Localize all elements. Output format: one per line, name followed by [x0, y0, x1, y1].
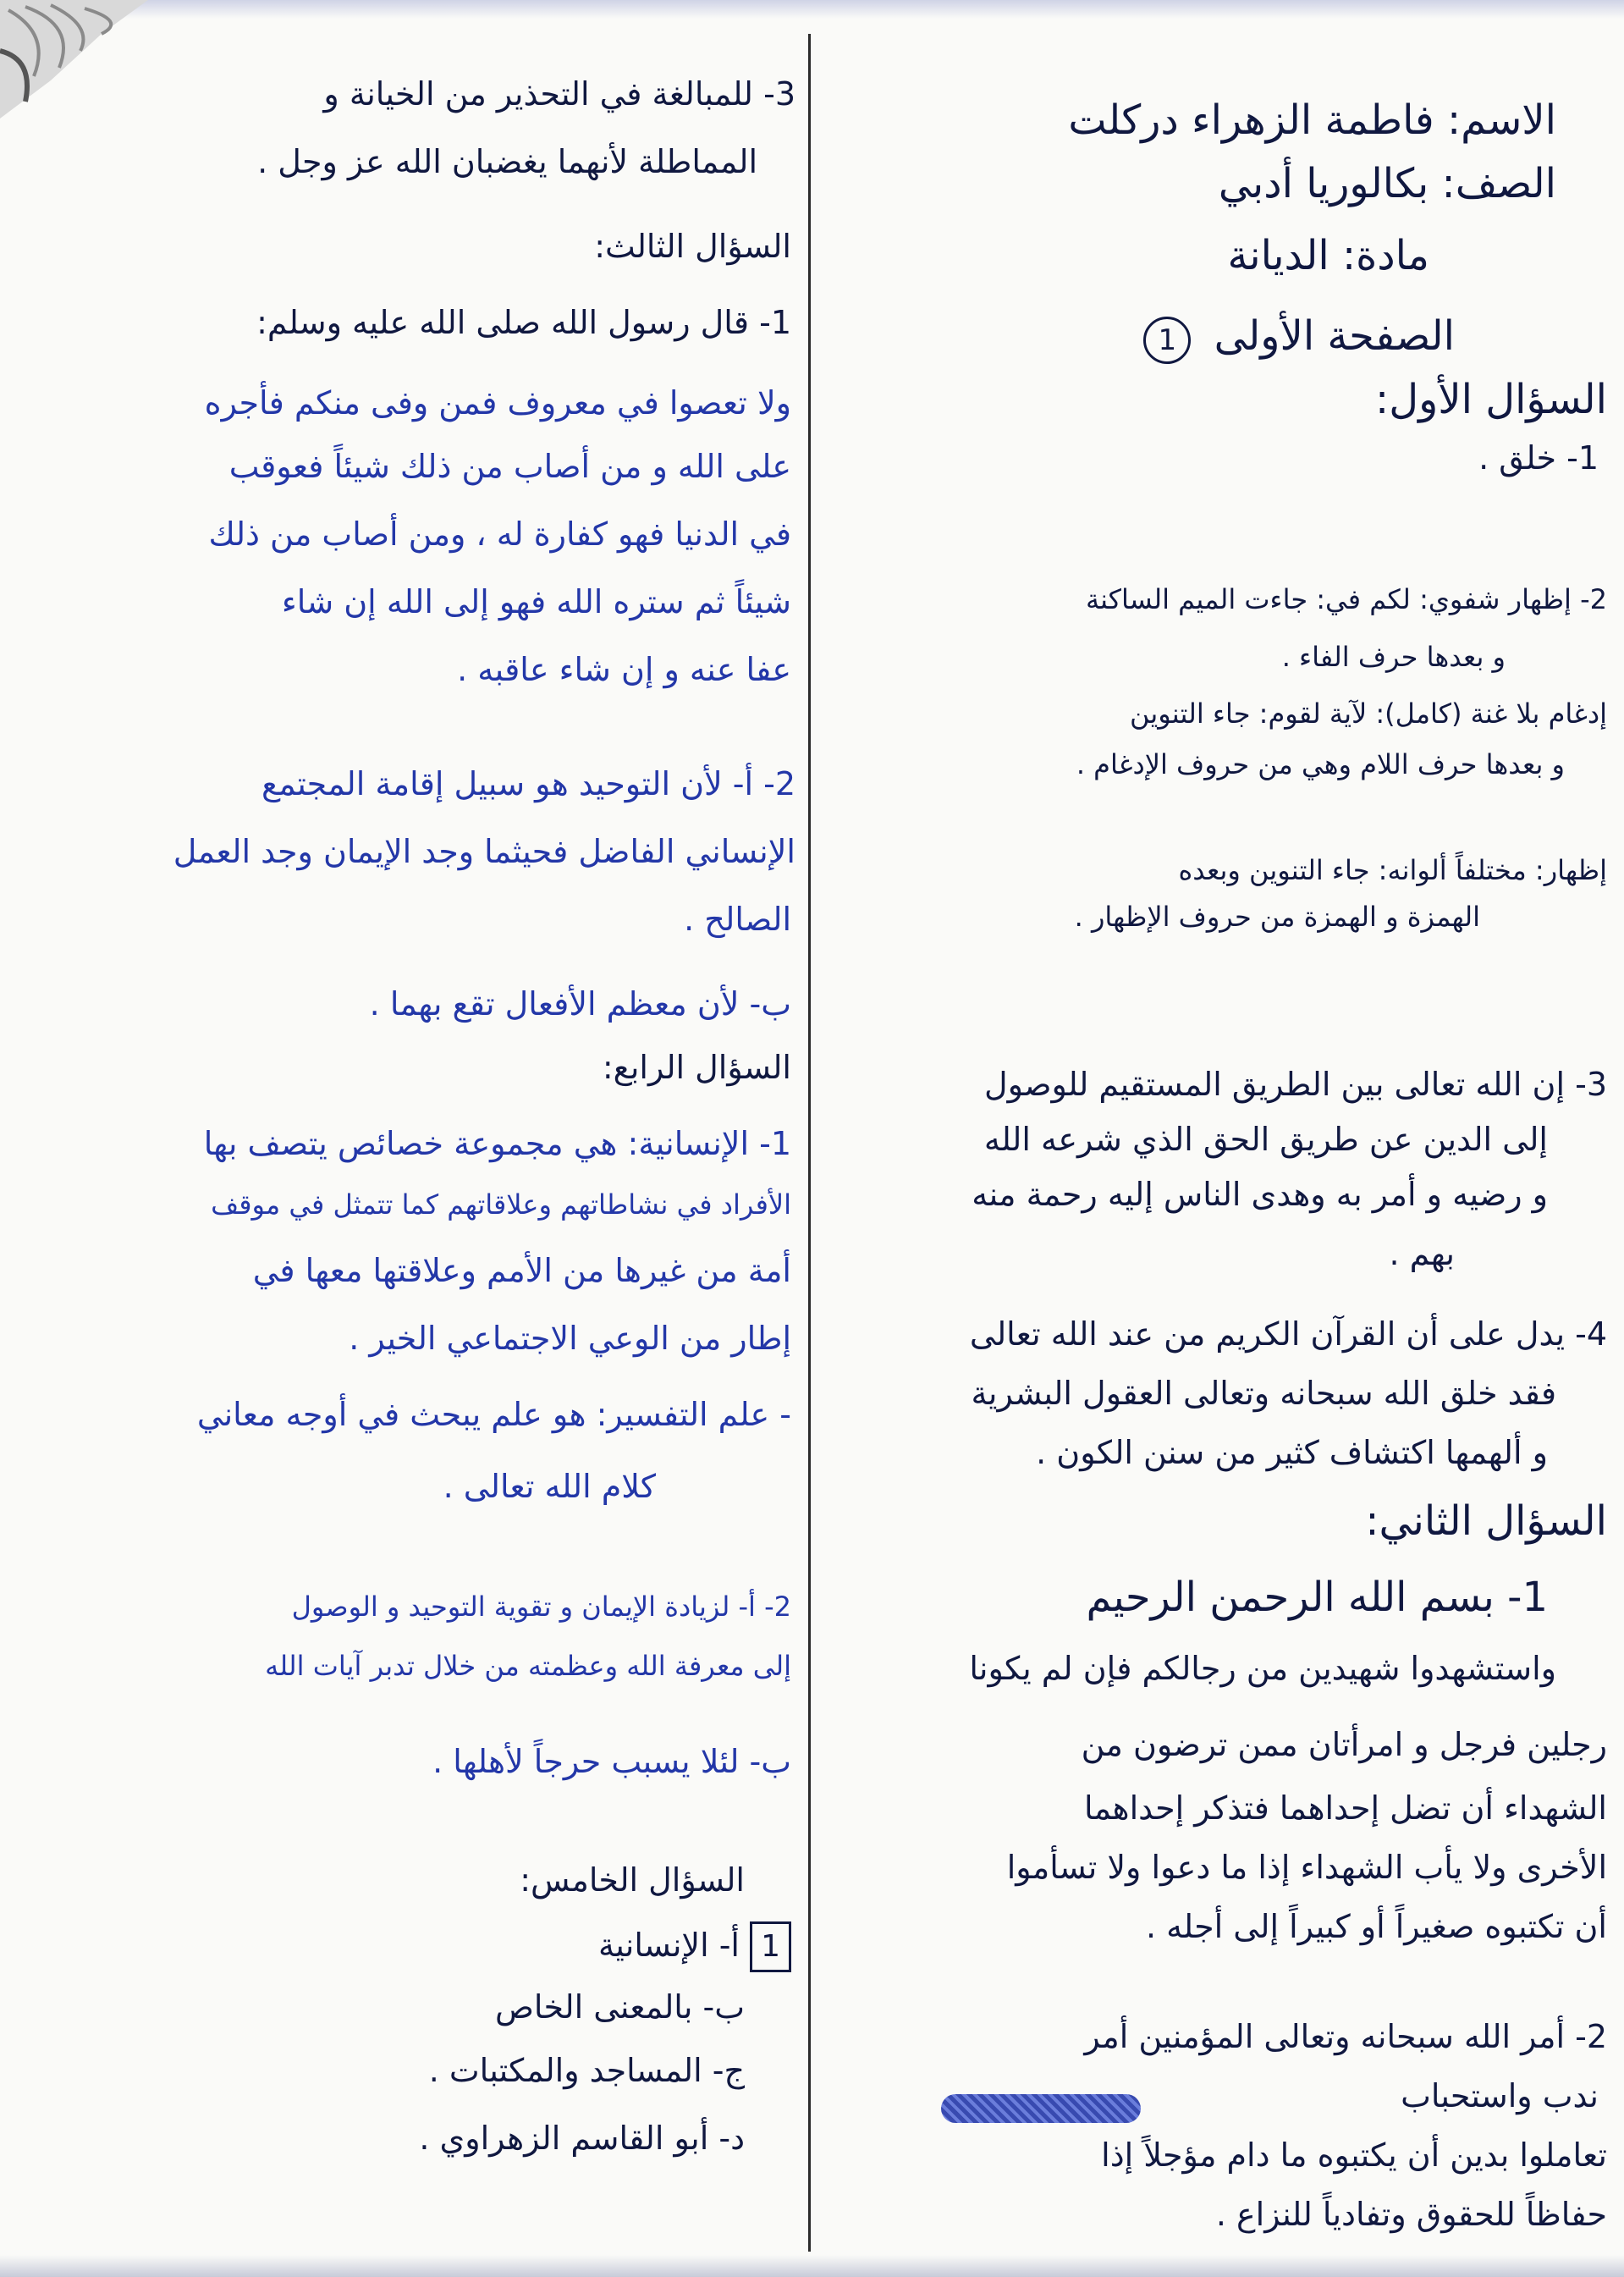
- q4-answer-2a-line-1: 2- أ- لزيادة الإيمان و تقوية التوحيد و الوصول: [291, 1591, 791, 1623]
- q3-heading: السؤال الثالث:: [594, 228, 791, 265]
- student-name: الاسم: فاطمة الزهراء دركلت: [1068, 96, 1556, 144]
- q1-answer-3-line-4: بهم .: [1389, 1235, 1455, 1272]
- q2-answer-2-line-3: تعاملوا بدين أن يكتبوه ما دام مؤجلاً إذا: [1101, 2136, 1607, 2174]
- q1-heading: السؤال الأول:: [1375, 376, 1607, 423]
- q1-answer-3-line-1: 3- إن الله تعالى بين الطريق المستقيم للوصول: [983, 1066, 1607, 1103]
- q3-answer-2b: ب- لأن معظم الأفعال تقع بهما .: [369, 985, 791, 1023]
- q1-answer-4-line-3: و ألهمها اكتشاف كثير من سنن الكون .: [1036, 1434, 1548, 1471]
- q4-answer-1-line-3: أمة من غيرها من الأمم وعلاقتها معها في: [252, 1252, 791, 1289]
- q4-answer-1-line-5: - علم التفسير: هو علم يبحث في أوجه معاني: [196, 1396, 791, 1433]
- q1-answer-2-line-6: الهمزة و الهمزة من حروف الإظهار .: [1074, 901, 1480, 933]
- q4-heading: السؤال الرابع:: [602, 1049, 791, 1086]
- q5-heading: السؤال الخامس:: [520, 1861, 745, 1899]
- student-class: الصف: بكالوريا أدبي: [1218, 160, 1556, 207]
- q1-answer-3-line-2: إلى الدين عن طريق الحق الذي شرعه الله: [983, 1121, 1548, 1158]
- crossed-out-scribble: [941, 2094, 1141, 2123]
- q3-answer-2a-line-2: الإنساني الفاضل فحيثما وجد الإيمان وجد العمل: [173, 833, 795, 870]
- q2-answer-1-line-1: 1- بسم الله الرحمن الرحيم: [1086, 1574, 1548, 1621]
- q3-answer-1-line-2: ولا تعصوا في معروف فمن وفى منكم فأجره: [204, 384, 791, 422]
- q3-answer-1-line-5: شيئاً ثم ستره الله فهو إلى الله إن شاء: [281, 583, 791, 620]
- q3-answer-1-line-1: 1- قال رسول الله صلى الله عليه وسلم:: [256, 304, 791, 341]
- q2-answer-1-line-4: الشهداء أن تضل إحداهما فتذكر إحداهما: [1083, 1789, 1607, 1827]
- q4-answer-1-line-6: كلام الله تعالى .: [443, 1468, 656, 1505]
- q4-answer-2a-line-2: إلى معرفة الله وعظمته من خلال تدبر آيات الله: [265, 1650, 791, 1682]
- q1-answer-4-line-2: فقد خلق الله سبحانه وتعالى العقول البشرية: [971, 1375, 1556, 1412]
- q4-answer-1-line-1: 1- الإنسانية: هي مجموعة خصائص يتصف بها: [203, 1125, 791, 1162]
- q2-answer-1-line-5: الأخرى ولا يأب الشهداء إذا ما دعوا ولا تسأموا: [1006, 1849, 1607, 1886]
- subject: مادة: الديانة: [1227, 232, 1429, 279]
- q3-answer-2a-line-1: 2- أ- لأن التوحيد هو سبيل إقامة المجتمع: [261, 765, 795, 802]
- q2-answer-1-line-6: أن تكتبوه صغيراً أو كبيراً إلى أجله .: [1146, 1908, 1607, 1945]
- q1-answer-2-line-2: و بعدها حرف الفاء .: [1281, 641, 1506, 673]
- page-label: الصفحة الأولى: [1214, 312, 1455, 360]
- q1-answer-2-line-1: 2- إظهار شفوي: لكم في: جاءت الميم الساكنة: [1085, 583, 1607, 615]
- q1-answer-2-line-5: إظهار: مختلفاً ألوانه: جاء التنوين وبعده: [1178, 854, 1607, 886]
- q2-answer-2-line-1: 2- أمر الله سبحانه وتعالى المؤمنين أمر: [1084, 2018, 1607, 2055]
- q2-answer-2-line-4: حفاظاً للحقوق وتفادياً للنزاع .: [1215, 2196, 1607, 2233]
- q4-answer-2b: ب- لئلا يسبب حرجاً لأهلها .: [432, 1743, 791, 1780]
- q2-answer-1-line-3: رجلين فرجل و امرأتان ممن ترضون من: [1081, 1726, 1607, 1763]
- page-label-row: [1143, 313, 1455, 364]
- q5-answer-a-row: [598, 1921, 791, 1972]
- q2-answer-3-line-2: المماطلة لأنهما يغضبان الله عز وجل .: [257, 143, 757, 180]
- q5-answer-d: د- أبو القاسم الزهراوي .: [419, 2120, 745, 2157]
- q1-answer-1: 1- خلق .: [1478, 439, 1599, 477]
- left-column: [0, 0, 808, 2277]
- q1-answer-2-line-4: و بعدها حرف اللام وهي من حروف الإدغام .: [1076, 748, 1565, 780]
- q1-answer-4-line-1: 4- يدل على أن القرآن الكريم من عند الله تعالى: [969, 1315, 1607, 1353]
- q5-box-number: 1: [750, 1921, 791, 1972]
- q3-answer-1-line-4: في الدنيا فهو كفارة له ، ومن أصاب من ذلك: [208, 515, 791, 553]
- q5-answer-c: ج- المساجد والمكتبات .: [428, 2052, 745, 2089]
- q3-answer-1-line-6: عفا عنه و إن شاء عاقبه .: [457, 651, 791, 688]
- right-column: [811, 0, 1624, 2277]
- q1-answer-2-line-3: إدغام بلا غنة (كامل): لآية لقوم: جاء التنوين: [1130, 697, 1607, 730]
- q2-answer-1-line-2: واستشهدوا شهيدين من رجالكم فإن لم يكونا: [969, 1650, 1556, 1687]
- q4-answer-1-line-2: الأفراد في نشاطاتهم وعلاقاتهم كما تتمثل في موقف: [211, 1188, 791, 1221]
- q2-answer-3-line-1: 3- للمبالغة في التحذير من الخيانة و: [323, 75, 795, 113]
- q5-answer-b: ب- بالمعنى الخاص: [494, 1988, 745, 2026]
- q3-answer-1-line-3: على الله و من أصاب من ذلك شيئاً فعوقب: [228, 448, 791, 485]
- q5-answer-a: أ- الإنسانية: [597, 1927, 740, 1964]
- q3-answer-2a-line-3: الصالح .: [684, 901, 791, 938]
- page-number-badge: 1: [1143, 317, 1191, 364]
- q2-answer-2-line-2: ندب واستحباب: [1401, 2077, 1599, 2114]
- q4-answer-1-line-4: إطار من الوعي الاجتماعي الخير .: [349, 1320, 791, 1357]
- q1-answer-3-line-3: و رضيه و أمر به وهدى الناس إليه رحمة منه: [972, 1176, 1548, 1213]
- q2-heading: السؤال الثاني:: [1365, 1497, 1607, 1545]
